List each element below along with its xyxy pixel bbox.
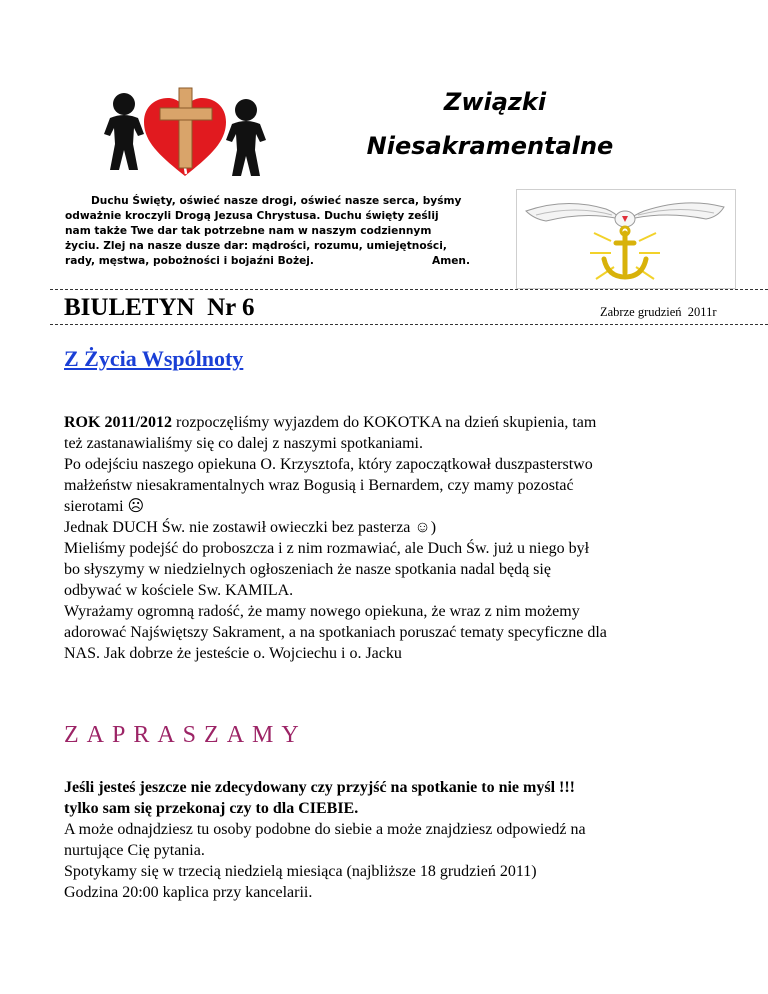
- prayer-line: życiu. Zlej na nasze dusze dar: mądrości, rozumu, umiejętności,: [65, 240, 447, 252]
- body-line-bold: tylko sam się przekonaj czy to dla CIEBIE.: [64, 800, 359, 817]
- body-line: Jednak DUCH Św. nie zostawił owieczki bez pasterza ☺): [64, 519, 437, 536]
- body-line-bold: Jeśli jesteś jeszcze nie zdecydowany czy przyjść na spotkanie to nie myśl !!!: [64, 779, 576, 796]
- body-line: bo słyszymy w niedzielnych ogłoszeniach że nasze spotkania nadal będą się: [64, 561, 551, 578]
- body-line: Mieliśmy podejść do proboszcza i z nim rozmawiać, ale Duch Św. już u niego był: [64, 540, 590, 557]
- body-line: ROK 2011/2012 rozpoczęliśmy wyjazdem do KOKOTKA na dzień skupienia, tam: [64, 414, 597, 431]
- bulletin-title: BIULETYN Nr 6: [64, 294, 255, 321]
- body-line: Wyrażamy ogromną radość, że mamy nowego opiekuna, że wraz z nim możemy: [64, 603, 580, 620]
- prayer-amen: Amen.: [432, 255, 470, 267]
- body-line: Godzina 20:00 kaplica przy kancelarii.: [64, 884, 313, 901]
- body-line: małżeństw niesakramentalnych wraz Bogusią i Bernardem, czy mamy pozostać: [64, 477, 574, 494]
- bulletin-date: Zabrze grudzień 2011r: [600, 305, 717, 319]
- section-heading-wspolnota[interactable]: Z Życia Wspólnoty: [64, 346, 244, 371]
- body-line: Spotykamy się w trzecią niedzielą miesiąca (najbliższe 18 grudzień 2011): [64, 863, 537, 880]
- section-heading-zapraszamy: ZAPRASZAMY: [64, 722, 307, 748]
- section1-body: [64, 412, 754, 664]
- body-line: odbywać w kościele Sw. KAMILA.: [64, 582, 294, 599]
- section2-body: [64, 777, 754, 903]
- body-line: nurtujące Cię pytania.: [64, 842, 205, 859]
- prayer-line: Duchu Święty, oświeć nasze drogi, oświeć nasze serca, byśmy: [91, 195, 462, 207]
- dove-anchor-icon: [516, 189, 736, 289]
- prayer-line: [65, 254, 515, 269]
- body-line: adorować Najświętszy Sakrament, a na spotkaniach poruszać tematy specyficzne dla: [64, 624, 607, 641]
- body-line: też zastanawialiśmy się co dalej z naszymi spotkaniami.: [64, 435, 423, 452]
- title-line-2: Niesakramentalne: [366, 132, 614, 160]
- divider-top: [50, 289, 768, 290]
- body-line: sierotami ☹: [64, 498, 145, 515]
- body-line: A może odnajdziesz tu osoby podobne do siebie a może znajdziesz odpowiedź na: [64, 821, 586, 838]
- prayer-text: [65, 194, 515, 269]
- prayer-line-text: rady, męstwa, pobożności i bojaźni Bożej.: [65, 255, 314, 267]
- body-line: Po odejściu naszego opiekuna O. Krzysztofa, który zapoczątkował duszpasterstwo: [64, 456, 593, 473]
- divider-bottom: [50, 324, 768, 325]
- prayer-line: nam także Twe dar tak potrzebne nam w naszym codziennym: [65, 225, 432, 237]
- logo-hearts-cross-icon: [100, 84, 270, 184]
- body-line: NAS. Jak dobrze że jesteście o. Wojciechu i o. Jacku: [64, 645, 402, 662]
- prayer-line: odważnie kroczyli Drogą Jezusa Chrystusa. Duchu święty ześlij: [65, 210, 439, 222]
- title-line-1: Związki: [443, 88, 547, 116]
